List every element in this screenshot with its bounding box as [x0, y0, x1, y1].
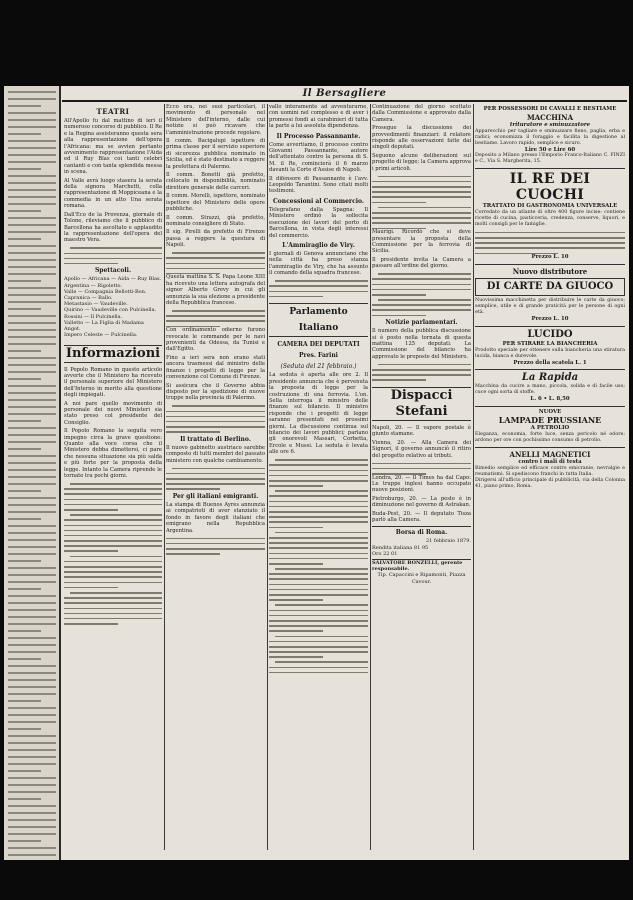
article-text: Continuazione del giorno scottato dalla Commissione e approvato dalla Camera.: [372, 104, 471, 123]
illegible-text-block: [166, 468, 265, 490]
ad-subtitle: A PETROLIO: [530, 424, 570, 431]
article-text: Con ordinamento odierno furono revocate le commande per le navi provenienti da Odessa, da Tunisi e dall'Egitto.: [166, 327, 265, 353]
ad-head: NUOVE: [538, 409, 562, 416]
illegible-text-block: [372, 176, 471, 229]
ad-subtitle: trituratore e sminuzzatore: [509, 121, 591, 128]
article-text: Il nuovo gabinetto austriaco sarebbe composto di tutti membri del passato ministero con qualche cambiamento.: [166, 444, 265, 464]
ad-head: Nuovo distributore: [512, 266, 588, 276]
article-text: Dall'Eco de la Provenza, giornale di Tolone, rileviamo che il pubblico di Barcellona ha ascoltato e applaudito la rappresentazione dell'opera del maestro Vera.: [64, 211, 162, 244]
ad-text: Nuovissima macchinetta per distribuire le carte da giuoco; semplice, utile e di grande praticità per le persone di ogni età.: [475, 297, 625, 315]
article-text: I giornali di Genova annunciano che nella città ha preso stanza l'ammiraglio de Viry, che ha assunto il comando della squadra francese.: [269, 250, 368, 277]
column-3: [269, 104, 368, 850]
ad-subtitle: PER STIRARE LA BIANCHERIA: [502, 340, 598, 347]
ad-carte-da-giuoco: [475, 265, 625, 327]
tipografia-line: Tip. Capaccini e Ripamonti, Piazza Cavour.: [377, 572, 466, 585]
ad-title: ANELLI MAGNETICI: [509, 449, 591, 459]
emigranti-heading: Per gli italiani emigranti.: [172, 493, 259, 500]
illegible-text-block: [372, 273, 471, 316]
illegible-text-block: [166, 538, 265, 555]
ad-subtitle: TRATTATO DI GASTRONOMIA UNIVERSALE: [482, 203, 618, 210]
spettacolo-item: Impero Celeste — Pulcinella.: [64, 332, 138, 339]
article-text: Come avvertiamo, il processo contro Giovanni Passannante, autore dell'attentato contro la persona di S. M. il Re, comincierà il 6 marzo davanti la Corte d'Assise di Napoli.: [269, 141, 368, 174]
ad-price: Lire 50 e Lire 60: [524, 146, 576, 153]
spettacolo-item: Metastasio — Vaudeville.: [64, 301, 128, 308]
ad-dealer: Deposito a Milano presso l'Emporio Franco-Italiano C. FINZI e C., Via S. Margherita, 15.: [475, 153, 625, 165]
illegible-text-block: [64, 247, 162, 264]
column-4: [372, 104, 471, 850]
article-text: La stampa di Buenos Ayres annunzia ai compatrioti di aver stanziato il fondo in favore degli italiani che emigrano nella Repubblica Argentina.: [166, 502, 265, 534]
notizie-heading: Notizie parlamentari.: [385, 319, 458, 327]
illegible-text-block: [166, 405, 265, 433]
presidenza: Pres. Farini: [299, 352, 338, 360]
illegible-text-block: [372, 463, 471, 475]
column-rule: [370, 104, 371, 850]
article-text: Seguono alcune deliberazioni sul progetto di legge; la Camera approva i primi articoli.: [372, 152, 471, 172]
illegible-text-block: [269, 459, 368, 673]
ad-la-rapida: [475, 370, 625, 407]
spettacolo-item: Valletto — La Figlia di Madama Angot.: [64, 319, 144, 333]
ad-subtitle: MACCHINA: [526, 112, 574, 122]
ad-re-dei-cuochi: [475, 169, 625, 265]
ad-text: Corredato da un atlante di oltre 400 figure incise: contiene ricette di cucina, pasticceria, credenza, conserve, liquori, e molti consigli per le famiglie.: [475, 210, 625, 228]
dispatch-item: Pietroburgo, 20. — La peste è in diminuzione nel governo di Astrakan.: [372, 495, 471, 509]
ad-subtitle: contro i mali di testa: [518, 458, 582, 465]
ammiraglio-heading: L'Ammiraglio de Viry.: [282, 241, 355, 249]
column-rule: [473, 104, 474, 850]
spettacolo-item: Valle — Compagnia Bellotti-Bon.: [64, 288, 147, 295]
spettacolo-item: Capranica — Ballo.: [64, 295, 113, 302]
article-text: La seduta è aperta alle ore 2. Il presidente annuncia che è pervenuta la proposta di legge per la costruzione di una ferrovia. L'on. Sella interroga il ministro delle finanze sul bilancio. Il ministro risponde che i progetti di legge saranno presentati nei prossimi giorni. La discussione continua sul bilancio dei lavori pubblici; parlano gli onorevoli Massari, Corbetta, Ercole e Mussi. La seduta è levata alle ore 6.: [269, 372, 368, 456]
ad-text: Rimedio semplice ed efficace contro emicranie, nevralgie e reumatismi. Si spediscono franchi in tutta Italia.: [475, 465, 625, 477]
ad-text: Dirigersi all'ufficio principale di pubblicità, via della Colonna 41, piano primo, Roma.: [475, 477, 625, 489]
article-text: Il Popolo Romano la seguita vero impegno circa la grave questione: Quanto alla voce corsa che il Ministero debba dimettersi, ci pare che nessuna situazione sia più salda e più forte per la proposta della legge. Intanto la Camera riprende le tornate tra pochi giorni.: [64, 428, 162, 479]
spettacoli-heading: Spettacoli.: [94, 267, 132, 275]
seduta-date: (Seduta del 21 febbraio.): [280, 363, 357, 371]
ad-price: L. 6 • L. 8,50: [530, 396, 570, 403]
previous-page-edge: [4, 86, 61, 860]
trattato-heading: Il trattato di Berlino.: [180, 435, 251, 443]
column-2: [166, 104, 265, 850]
article-text: Il comm. Bacigalupi ispettore di prima classe per il servizio superiore di sicurezza pubblica nominato in Sicilia, ed è stato destinato a reggere la prefettura di Palermo.: [166, 138, 265, 170]
ad-text: Eleganza, economia, forte luce, senza pericolo né odore; ardono per ore con pochissimo consumo di petrolio.: [475, 431, 625, 443]
advertisements-column: [475, 104, 625, 850]
masthead-title: Il Bersagliere: [62, 88, 627, 102]
column-1: [64, 104, 162, 850]
ad-text: Prodotto speciale per ottenere sulla biancheria una stiratura lucida, bianca e durevole.: [475, 347, 625, 359]
illegible-text-block: [475, 232, 625, 254]
article-text: Questa mattina S. S. Papa Leone XIII ha ricevuto una lettera autografa del signor Alberto Grevy in cui gli annunzia la sua elezione a presidente della Repubblica francese.: [166, 274, 265, 307]
article-text: Ecco ora, nei suoi particolari, il movimento di personale nel Ministero dell'interno, dalle cui notizie si può ricavare che l'amministrazione procede regolare.: [166, 104, 265, 136]
ad-lampade: [475, 407, 625, 448]
article-text: Si assicura che il Governo abbia disposto per la spedizione di nuove truppe nella provincia di Palermo.: [166, 382, 265, 402]
spettacolo-item: Rossini — Il Pulcinella.: [64, 313, 123, 320]
dispatch-item: Vienna, 20. — Alla Camera dei Signori, il governo annunciò il ritiro del progetto relativo ai tributi.: [372, 439, 471, 459]
dispatch-item: Londra, 20. — Il Times ha dal Capo: Le truppe inglesi hanno occupato nuove posizioni.: [372, 474, 471, 494]
informazioni-heading: Informazioni: [65, 345, 161, 361]
spettacolo-item: Apollo — Africana — Aida — Ruy Blas.: [64, 276, 162, 283]
illegible-text-block: [166, 310, 265, 327]
article-text: Al Valle avrà luogo stasera la serata della signora Marchetti, colla rappresentazione di Moppiceana e la commedia in un atto Una serata romana.: [64, 177, 162, 210]
camera-heading: CAMERA DEI DEPUTATI: [277, 341, 360, 349]
ad-title: DI CARTE DA GIUOCO: [475, 278, 625, 296]
article-text: Il sig. Pirelli da prefetto di Firenze passa a reggere la questura di Napoli.: [166, 229, 265, 249]
article-text: Il Popolo Romano in questo articolo avverte che il Ministero ha ricevuto il personale superiore del Ministero dell'Interno in merito alla questione degli impiegati.: [64, 366, 162, 399]
ad-title: La Rapida: [521, 372, 579, 384]
ad-price: Prezzo L. 10: [531, 254, 569, 261]
column-rule: [267, 104, 268, 850]
article-text: Fino a ieri sera non erano stati ancora trasmessi dal ministro delle finanze i progetti di legge per la convenzione col Comune di Firenze.: [166, 354, 265, 381]
article-text: Il comm. Strazzi, già prefetto, nominato consigliere di Stato.: [166, 214, 265, 227]
illegible-text-block: [64, 483, 162, 625]
dispatch-item: Buda-Pest, 20. — Il deputato Tisza parlò alla Camera.: [372, 510, 471, 524]
borsa-row: Rendita italiana 81 95: [372, 544, 429, 551]
borsa-date: 21 febbraio 1879.: [425, 538, 471, 545]
concessioni-heading: Concessioni al Commercio.: [272, 197, 364, 205]
ad-title: LUCIDO: [527, 328, 573, 340]
ad-macchina: [475, 104, 625, 169]
article-text: Il difensore di Passannante è l'avv. Leopoldo Tarantini. Sono citati molti testimoni.: [269, 175, 368, 195]
ad-title: LAMPADE PRUSSIANE: [498, 414, 602, 425]
article-text: Telegrafano dalla Spagna: Il Ministero ordinò la sollecita esecuzione dei lavori del porto di Barcellona, in vista degli interessi del commercio.: [269, 206, 368, 239]
spettacolo-item: Quirino — Vaudeville con Pulcinella.: [64, 307, 157, 314]
article-text: All'Apollo fu dal mattino di ieri il numeroso concorso di pubblico. Il Re e la Regina assisteranno questa sera alla rappresentazione dell'opera l'Africana: ma se avvien pertanto avvenimento rappresentazione l'Aida ed il Ruy Blas coi tanti celebri cantanti e con tanta splendida messa in scena.: [64, 118, 162, 176]
dispatch-item: Napoli, 20. — Il vapore postale è giunto stamane.: [372, 425, 471, 438]
ad-price: Prezzo L. 10: [531, 315, 569, 322]
processo-heading: Il Processo Passannante.: [276, 132, 361, 140]
ad-text: Macchina da cucire a mano, piccola, solida e di facile uso; cuce ogni sorta di stoffe.: [475, 384, 625, 396]
gerente-line: SALVATORE BONZELLI, gerente responsabile.: [372, 559, 471, 572]
article-text: Il numero della pubblica discussione si è posto nella tornata di questa mattina 125 deputati. La Commissione del bilancio ha approvato le proposte del Ministero.: [372, 328, 471, 360]
borsa-row: Oro 22 01: [372, 550, 398, 557]
illegible-text-block: [166, 252, 265, 274]
ad-title: PER POSSESSORI DI CAVALLI E BESTIAME: [483, 106, 617, 112]
ad-lucido: [475, 327, 625, 371]
ad-anelli-magnetici: [475, 448, 625, 493]
column-rule: [164, 104, 165, 850]
teatri-heading: TEATRI: [96, 107, 130, 116]
article-text: vallo interamente ad avventurarne, con uomini nel complesso e di aver i promessi fondi ai carabinieri di tutta la parte a lui assoluta dipendenza.: [269, 104, 368, 130]
parlamento-heading: Parlamento Italiano: [269, 303, 368, 337]
illegible-text-block: [269, 280, 368, 297]
dispacci-heading: Dispacci Stefani: [372, 387, 471, 421]
article-text: Il presidente invita la Camera a passare all'ordine del giorno.: [372, 256, 471, 270]
borsa-heading: Borsa di Roma.: [372, 526, 471, 537]
illegible-text-block: [372, 364, 471, 381]
article-text: A noi pare quello movimento di personale dei nuovi Ministeri sia stato preso col presidente del Consiglio.: [64, 400, 162, 426]
article-text: Il comm. Morelli, ispettore, nominato ispettore del Ministero delle opere pubbliche.: [166, 193, 265, 213]
article-text: Prosegue la discussione dei provvedimenti finanziari: il relatore risponde alle osservazioni fatte dai singoli deputati.: [372, 125, 471, 151]
article-text: Maurigi. Ricordò che si deve presentare la proposta della Commissione per la ferrovia di Sicilia.: [372, 229, 471, 255]
ad-title: IL RE DEI CUOCHI: [509, 171, 591, 204]
article-text: Il comm. Bonetti già prefetto, collocato in disponibilità, nominato direttore generale delle carceri.: [166, 172, 265, 191]
spettacolo-item: Argentina — Rigoletto.: [64, 282, 123, 289]
ad-text: Apparecchio per tagliare e sminuzzare fieno, paglia, erba e radici; economizza il foraggio e facilita la digestione al bestiame. Lavoro rapido, semplice e sicuro.: [475, 128, 625, 146]
ad-price: Prezzo della scatola L. 1: [513, 359, 587, 366]
